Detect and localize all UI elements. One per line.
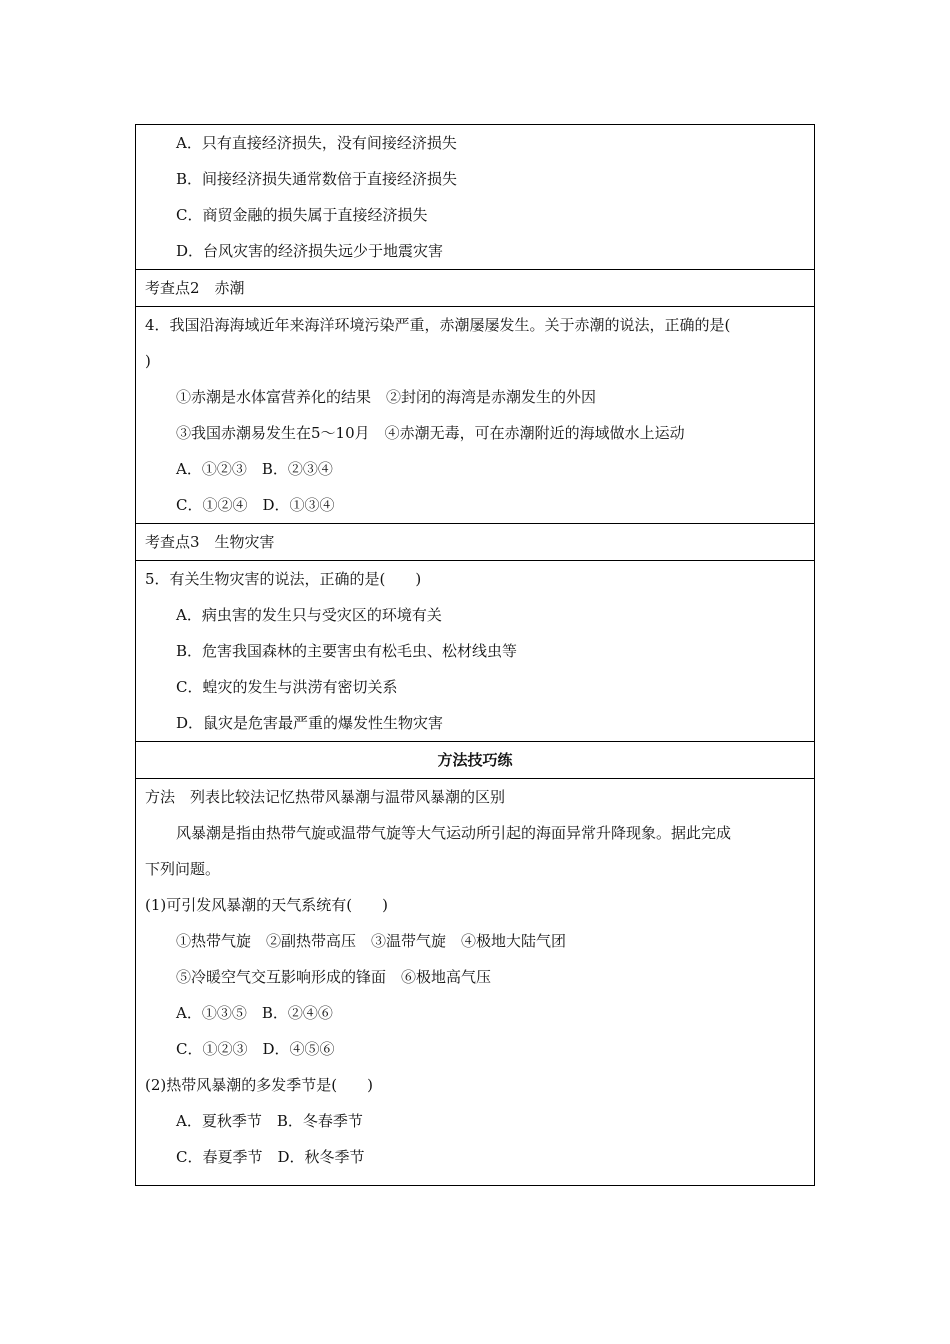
question-4-stem: 4．我国沿海海域近年来海洋环境污染严重，赤潮屡屡发生。关于赤潮的说法，正确的是( [145, 316, 731, 334]
question-4-statement: ③我国赤潮易发生在5～10月 ④赤潮无毒，可在赤潮附近的海域做水上运动 [176, 424, 685, 442]
sub-question-1-statement: ①热带气旋 ②副热带高压 ③温带气旋 ④极地大陆气团 [176, 932, 567, 950]
sub-question-2-options: C．春夏季节 D．秋冬季节 [176, 1148, 365, 1166]
option-d: D．鼠灾是危害最严重的爆发性生物灾害 [176, 714, 444, 732]
section-title-cell [136, 742, 814, 779]
section-title: 方法技巧练 [437, 751, 513, 769]
method-cell [136, 779, 814, 1185]
method-title: 方法 列表比较法记忆热带风暴潮与温带风暴潮的区别 [145, 788, 506, 806]
sub-question-1-options: A．①③⑤ B．②④⑥ [176, 1004, 333, 1022]
question-4-options: A．①②③ B．②③④ [176, 460, 333, 478]
option-d: D．台风灾害的经济损失远少于地震灾害 [176, 242, 444, 260]
question-4-options: C．①②④ D．①③④ [176, 496, 335, 514]
option-c: C．商贸金融的损失属于直接经济损失 [176, 206, 428, 224]
option-a: A．只有直接经济损失，没有间接经济损失 [176, 134, 457, 152]
sub-question-1-options: C．①②③ D．④⑤⑥ [176, 1040, 335, 1058]
option-a: A．病虫害的发生只与受灾区的环境有关 [176, 606, 442, 624]
question-5-stem: 5．有关生物灾害的说法，正确的是( ) [145, 570, 422, 588]
question-5-cell [136, 561, 814, 742]
method-intro-cont: 下列问题。 [145, 860, 221, 878]
option-b: B．危害我国森林的主要害虫有松毛虫、松材线虫等 [176, 642, 518, 660]
question-4-statement: ①赤潮是水体富营养化的结果 ②封闭的海湾是赤潮发生的外因 [176, 388, 597, 406]
sub-question-1-statement: ⑤冷暖空气交互影响形成的锋面 ⑥极地高气压 [176, 968, 492, 986]
sub-question-2-stem: (2)热带风暴潮的多发季节是( ) [145, 1076, 373, 1094]
sub-question-2-options: A．夏秋季节 B．冬春季节 [176, 1112, 363, 1130]
exam-point-2-heading: 考查点2 赤潮 [145, 279, 245, 297]
question-4-stem-cont: ) [145, 352, 151, 370]
exam-point-3-cell [136, 524, 814, 561]
question-4-cell [136, 307, 814, 524]
sub-question-1-stem: (1)可引发风暴潮的天气系统有( ) [145, 896, 388, 914]
exam-point-3-heading: 考查点3 生物灾害 [145, 533, 275, 551]
option-b: B．间接经济损失通常数倍于直接经济损失 [176, 170, 458, 188]
exam-point-2-cell [136, 270, 814, 307]
exercise-table [135, 124, 815, 1186]
question-3-options-cell [136, 125, 814, 270]
option-c: C．蝗灾的发生与洪涝有密切关系 [176, 678, 398, 696]
method-intro: 风暴潮是指由热带气旋或温带气旋等大气运动所引起的海面异常升降现象。据此完成 [176, 824, 732, 842]
